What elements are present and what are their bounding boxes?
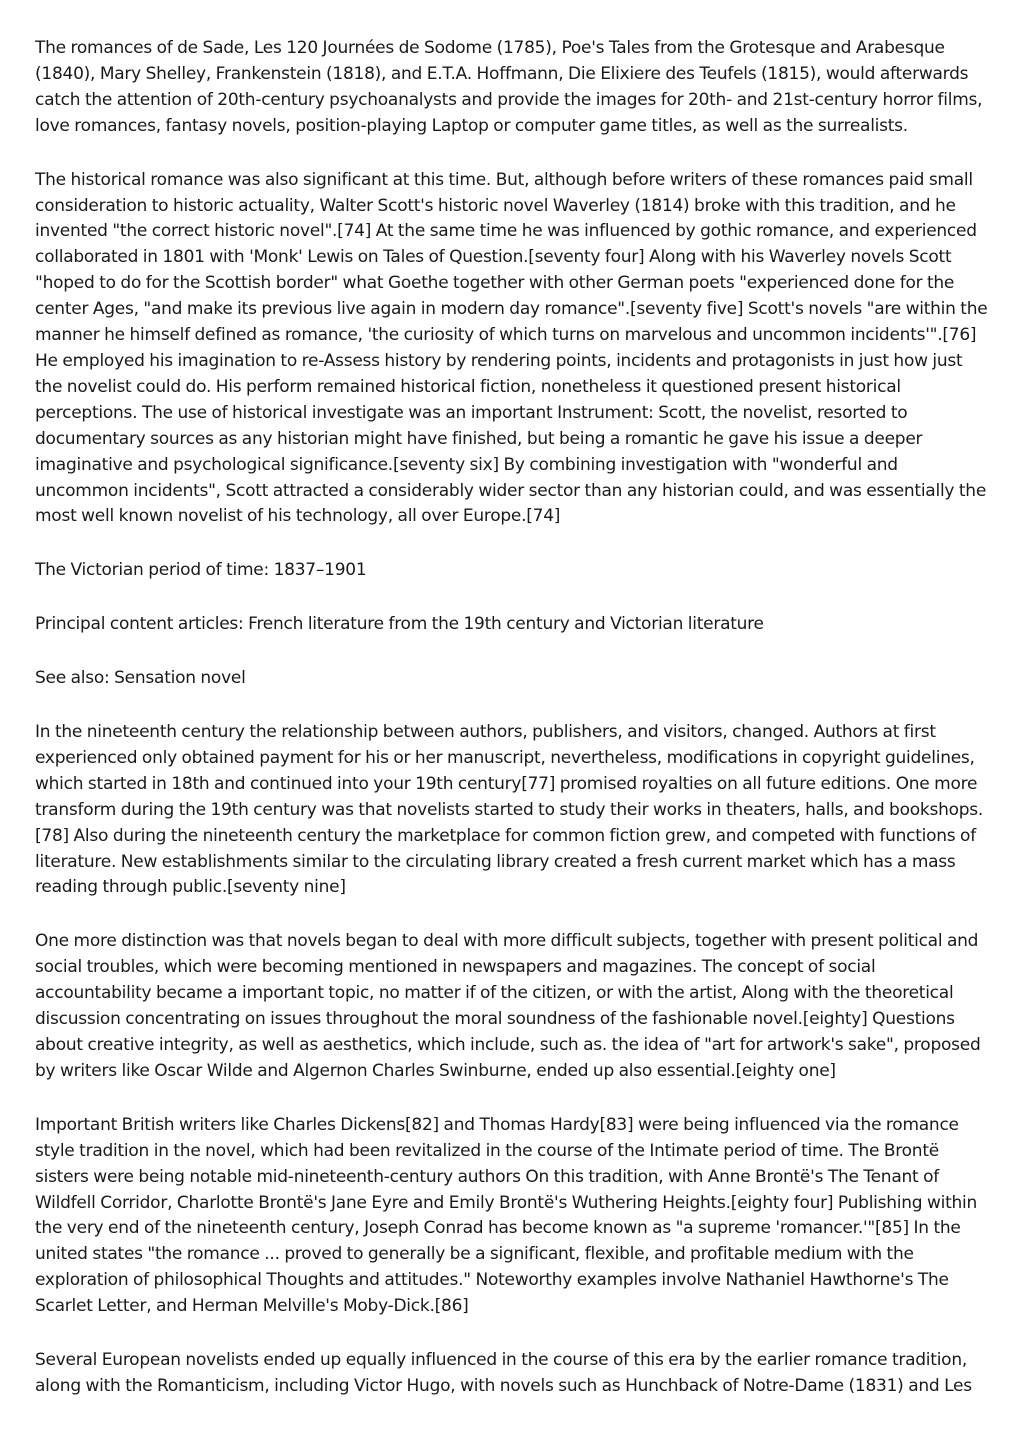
paragraph-european-novelists: Several European novelists ended up equally influenced in the course of this era by the earlier romance tradition, along with the Romanticism, including Victor Hugo, with novels such as Hunchback of Notre-Dame (1831) and Les (35, 1350, 972, 1396)
section-heading-victorian-period: The Victorian period of time: 1837–1901 (35, 560, 367, 581)
paragraph-gothic-romances: The romances of de Sade, Les 120 Journées de Sodome (1785), Poe's Tales from the Grotesque and Arabesque (1840), Mary Shelley, Frankenstein (1818), and E.T.A. Hoffmann, Die Elixiere des Teufels (1815), would afterwards catch the attention of 20th-century psychoanalysts and provide the images for 20th- and 21st-century horror films, love romances, fantasy novels, position-playing Laptop or computer game titles, as well as the surrealists. (35, 38, 983, 136)
paragraph-authors-publishers: In the nineteenth century the relationship between authors, publishers, and visitors, changed. Authors at first experienced only obtained payment for his or her manuscript, nevertheless, modifications in copyright guidelines, which started in 18th and continued into your 19th century[77] promised royalties on all future editions. One more transform during the 19th century was that novelists started to study their works in theaters, halls, and bookshops.[78] Also during the nineteenth century the marketplace for common fiction grew, and competed with functions of literature. New establishments similar to the circulating library created a fresh current market which has a mass reading through public.[seventy nine] (35, 722, 984, 898)
principal-articles-note: Principal content articles: French literature from the 19th century and Victorian literature (35, 614, 764, 635)
paragraph-british-writers: Important British writers like Charles Dickens[82] and Thomas Hardy[83] were being influenced via the romance style tradition in the novel, which had been revitalized in the course of the Intimate period of time. The Brontë sisters were being notable mid-nineteenth-century authors On this tradition, with Anne Brontë's The Tenant of Wildfell Corridor, Charlotte Brontë's Jane Eyre and Emily Brontë's Wuthering Heights.[eighty four] Publishing within the very end of the nineteenth century, Joseph Conrad has become known as "a supreme 'romancer.'"[85] In the united states "the romance ... proved to generally be a significant, flexible, and profitable medium with the exploration of philosophical Thoughts and attitudes." Noteworthy examples involve Nathaniel Hawthorne's The Scarlet Letter, and Herman Melville's Moby-Dick.[86] (35, 1114, 978, 1317)
see-also-note: See also: Sensation novel (35, 668, 246, 689)
paragraph-historical-romance: The historical romance was also significant at this time. But, although before writers of these romances paid small consideration to historic actuality, Walter Scott's historic novel Waverley (1814) broke with this tradition, and he invented "the correct historic novel".[74] At the same time he was influenced by gothic romance, and experienced collaborated in 1801 with 'Monk' Lewis on Tales of Question.[seventy four] Along with his Waverley novels Scott "hoped to do for the Scottish border" what Goethe together with other German poets "experienced done for the center Ages, "and make its previous live again in modern day romance".[seventy five] Scott's novels "are within the manner he himself defined as romance, 'the curiosity of which turns on marvelous and uncommon incidents'".[76] He employed his imagination to re-Assess history by rendering points, incidents and protagonists in just how just the novelist could do. His perform remained historical fiction, nonetheless it questioned present historical perceptions. The use of historical investigate was an important Instrument: Scott, the novelist, resorted to documentary sources as any historian might have finished, but being a romantic he gave his issue a deeper imaginative and psychological significance.[seventy six] By combining investigation with "wonderful and uncommon incidents", Scott attracted a considerably wider sector than any historian could, and was essentially the most well known novelist of his technology, all over Europe.[74] (35, 169, 988, 527)
paragraph-difficult-subjects: One more distinction was that novels began to deal with more difficult subjects, together with present political and social troubles, which were becoming mentioned in newspapers and magazines. The concept of social accountability became a important topic, no matter if of the citizen, or with the artist, Along with the theoretical discussion concentrating on issues throughout the moral soundness of the fashionable novel.[eighty] Questions about creative integrity, as well as aesthetics, which include, such as. the idea of "art for artwork's sake", proposed by writers like Oscar Wilde and Algernon Charles Swinburne, ended up also essential.[eighty one] (35, 931, 981, 1081)
